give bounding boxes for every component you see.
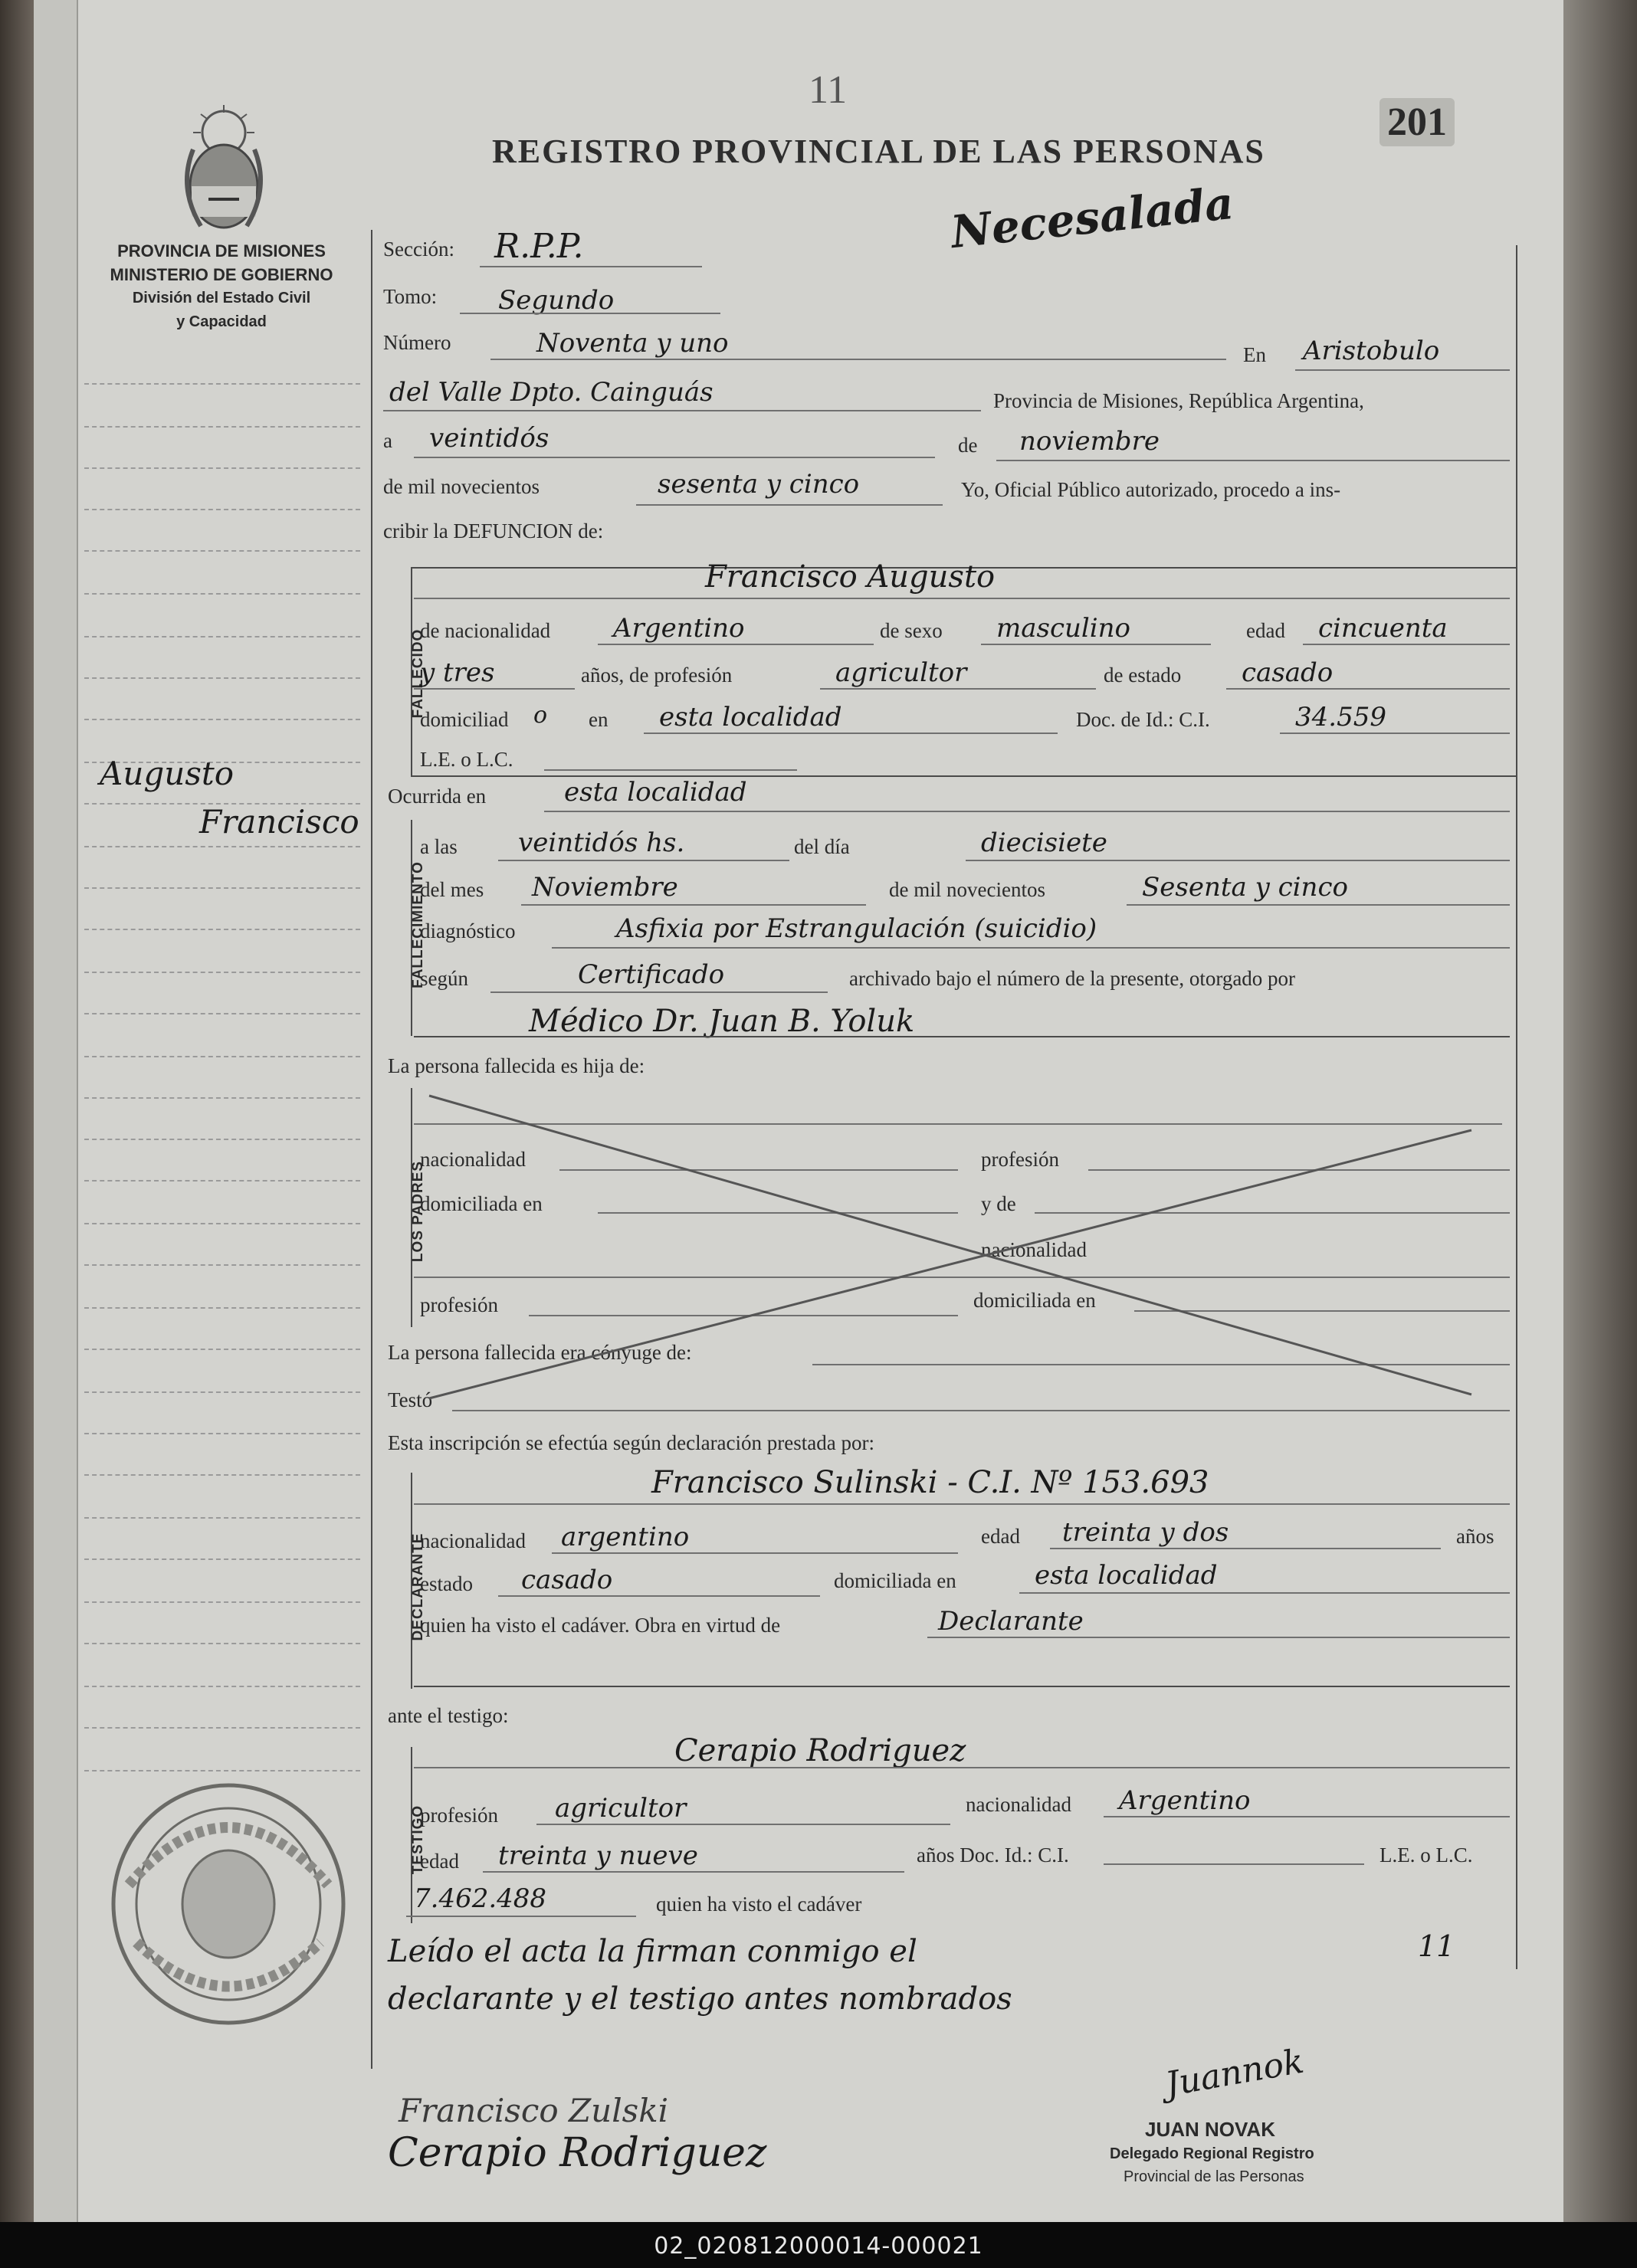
ocurrida-label: Ocurrida en <box>388 785 487 808</box>
diagnostico-label: diagnóstico <box>420 919 516 942</box>
anio-value: sesenta y cinco <box>658 469 860 500</box>
padres-section-label: LOS PADRES <box>410 1160 426 1263</box>
inscribir-label: cribir la DEFUNCION de: <box>383 519 604 542</box>
padre-domiciliada-label: domiciliada en <box>420 1192 543 1215</box>
estado-value: casado <box>1242 657 1334 688</box>
form-left-border <box>371 230 372 2069</box>
signature-testigo: Cerapio Rodriguez <box>388 2130 767 2176</box>
decl-estado-value: casado <box>521 1565 613 1595</box>
decl-nacionalidad-value: argentino <box>561 1522 690 1552</box>
decl-domiciliada-label: domiciliada en <box>834 1569 956 1592</box>
provincia-label: Provincia de Misiones, República Argentina, <box>993 389 1364 412</box>
authority-block <box>80 239 363 334</box>
page-number: 11 <box>809 68 848 112</box>
book-spine <box>0 0 34 2222</box>
coat-of-arms-icon <box>170 103 277 238</box>
ocurrida-value: esta localidad <box>564 777 747 808</box>
decl-edad-label: edad <box>981 1525 1020 1548</box>
seccion-label: Sección: <box>383 238 454 261</box>
en-label: En <box>1243 343 1266 366</box>
decl-virtud-value: Declarante <box>938 1606 1084 1637</box>
oficial-label: Yo, Oficial Público autorizado, procedo a ins- <box>961 478 1341 501</box>
decl-estado-label: estado <box>420 1572 473 1595</box>
edad-value-2: y tres <box>420 657 495 688</box>
testigo-nacionalidad-label: nacionalidad <box>966 1793 1071 1816</box>
decl-quien-visto-label: quien ha visto el cadáver. Obra en virtud de <box>420 1614 781 1637</box>
lugar-value: Aristobulo <box>1303 336 1440 366</box>
margin-note-surname: Augusto <box>100 755 235 792</box>
authority-capacity: y Capacidad <box>176 313 267 330</box>
official-seal-icon <box>106 1778 351 2030</box>
seccion-value: R.P.P. <box>494 227 584 266</box>
closing-mark: 11 <box>1418 1929 1455 1963</box>
signature-declarante: Francisco Zulski <box>399 2092 669 2129</box>
testigo-nacionalidad-value: Argentino <box>1119 1785 1251 1816</box>
esta-inscripcion-label: Esta inscripción se efectúa según declaración prestada por: <box>388 1431 874 1454</box>
sexo-value: masculino <box>996 613 1131 644</box>
official-title-2: Provincial de las Personas <box>1124 2168 1304 2185</box>
estado-label: de estado <box>1104 664 1182 687</box>
nacionalidad-label: de nacionalidad <box>420 619 551 642</box>
conyuge-label: La persona fallecida era cónyuge de: <box>388 1341 692 1364</box>
sexo-label: de sexo <box>880 619 943 642</box>
dia-fallec-value: diecisiete <box>981 828 1107 858</box>
madre-nacionalidad-label: nacionalidad <box>981 1238 1087 1261</box>
document-title: REGISTRO PROVINCIAL DE LAS PERSONAS <box>492 133 1265 170</box>
y-de-label: y de <box>981 1192 1016 1215</box>
tomo-value: Segundo <box>498 285 615 316</box>
fallecimiento-section-label: FALLECIMIENTO <box>410 861 426 988</box>
decl-edad-value: treinta y dos <box>1062 1517 1229 1548</box>
dia-value: veintidós <box>429 423 549 454</box>
authority-province: PROVINCIA DE MISIONES <box>117 241 326 261</box>
ci-value: 34.559 <box>1295 702 1386 733</box>
act-number: 201 <box>1379 98 1455 146</box>
decl-anos-label: años <box>1456 1525 1494 1548</box>
hora-value: veintidós hs. <box>518 828 685 858</box>
madre-profesion-label: profesión <box>981 1148 1059 1171</box>
testigo-edad-label: edad <box>420 1850 459 1873</box>
segun-value: Certificado <box>578 959 725 990</box>
closing-line-2: declarante y el testigo antes nombrados <box>388 1981 1012 2017</box>
testigo-edad-value: treinta y nueve <box>498 1840 698 1871</box>
diagnostico-value: Asfixia por Estrangulación (suicidio) <box>616 913 1097 944</box>
mes-fallec-value: Noviembre <box>532 872 678 903</box>
anio-fallec-value: Sesenta y cinco <box>1142 872 1348 903</box>
le-lc-label: L.E. o L.C. <box>420 748 513 771</box>
mil-novecientos-fallec-label: de mil novecientos <box>889 878 1045 901</box>
testigo-section-label: TESTIGO <box>410 1804 426 1875</box>
declarante-section-label: DECLARANTE <box>410 1532 426 1641</box>
de-label: de <box>958 434 978 457</box>
doc-id-label: Doc. de Id.: C.I. <box>1076 708 1210 731</box>
fallecido-section-label: FALLECIDO <box>410 628 426 719</box>
testigo-anos-doc-label: años Doc. Id.: C.I. <box>917 1844 1069 1867</box>
header-signature: Necesalada <box>948 176 1236 259</box>
madre-domiciliada-label: domiciliada en <box>973 1289 1096 1312</box>
page-binding-margin <box>34 0 78 2222</box>
testigo-le-lc-label: L.E. o L.C. <box>1379 1844 1473 1867</box>
a-las-label: a las <box>420 835 458 858</box>
closing-line-1: Leído el acta la firman conmigo el <box>388 1934 917 1969</box>
hija-de-label: La persona fallecida es hija de: <box>388 1054 645 1077</box>
domiciliado-suffix: o <box>533 702 548 729</box>
a-label: a <box>383 429 392 452</box>
numero-value: Noventa y uno <box>536 328 729 359</box>
mil-novecientos-label: de mil novecientos <box>383 475 540 498</box>
ante-testigo-label: ante el testigo: <box>388 1704 509 1727</box>
authority-division: División del Estado Civil <box>132 290 311 306</box>
fallecido-name: Francisco Augusto <box>705 559 996 595</box>
nacionalidad-value: Argentino <box>613 613 745 644</box>
authority-ministry: MINISTERIO DE GOBIERNO <box>110 265 333 284</box>
padre-nacionalidad-label: nacionalidad <box>420 1148 526 1171</box>
segun-label: según <box>420 967 468 990</box>
document-id: 02_020812000014-000021 <box>654 2233 983 2260</box>
domiciliado-label: domiciliad <box>420 708 509 731</box>
testigo-profesion-label: profesión <box>420 1804 498 1827</box>
archivado-label: archivado bajo el número de la presente, otorgado por <box>849 967 1296 990</box>
profesion-label: años, de profesión <box>581 664 733 687</box>
declarante-name: Francisco Sulinski - C.I. Nº 153.693 <box>651 1465 1209 1500</box>
domicilio-value: esta localidad <box>659 702 842 733</box>
testigo-profesion-value: agricultor <box>555 1793 687 1824</box>
padre-profesion-label: profesión <box>420 1293 498 1316</box>
lugar-value-2: del Valle Dpto. Cainguás <box>389 377 714 408</box>
official-name: JUAN NOVAK <box>1145 2118 1275 2141</box>
book-edge <box>1563 0 1637 2222</box>
testigo-ci-value: 7.462.488 <box>414 1883 547 1914</box>
decl-domicilio-value: esta localidad <box>1035 1560 1218 1591</box>
mes-value: noviembre <box>1019 426 1160 457</box>
margin-note-name: Francisco <box>199 803 359 841</box>
decl-nacionalidad-label: nacionalidad <box>420 1529 526 1552</box>
testigo-quien-visto-label: quien ha visto el cadáver <box>656 1893 862 1916</box>
testo-label: Testó <box>388 1388 433 1411</box>
numero-label: Número <box>383 331 451 354</box>
edad-value: cincuenta <box>1318 613 1448 644</box>
signature-oficial: Juannok <box>1162 2041 1307 2105</box>
profesion-value: agricultor <box>835 657 967 688</box>
official-title-1: Delegado Regional Registro <box>1110 2145 1314 2162</box>
edad-label: edad <box>1246 619 1285 642</box>
crossed-out-strokes <box>414 1088 1517 1410</box>
otorgado-value: Médico Dr. Juan B. Yoluk <box>529 1004 915 1039</box>
domiciliado-en-label: en <box>589 708 609 731</box>
del-mes-label: del mes <box>420 878 484 901</box>
del-dia-label: del día <box>794 835 850 858</box>
tomo-label: Tomo: <box>383 285 438 308</box>
testigo-name: Cerapio Rodriguez <box>674 1733 966 1768</box>
